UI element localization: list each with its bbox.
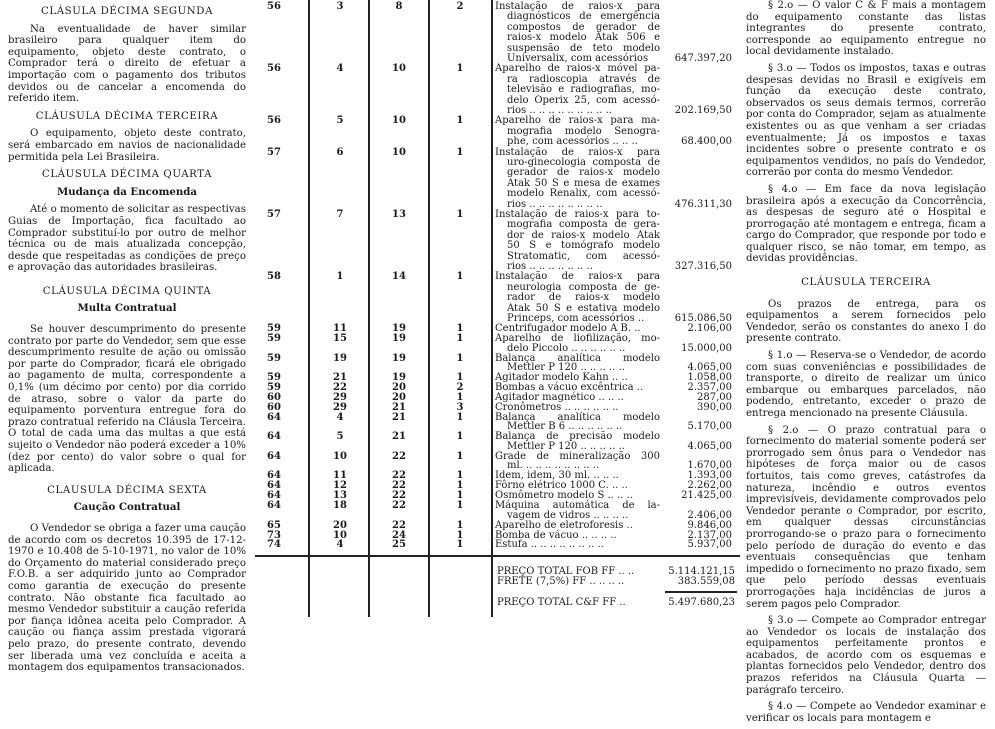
equipment-price-table: [255, 0, 740, 633]
description-line: suspensão de teto modelo: [507, 42, 660, 54]
description-line: Aparelho de raios-x móvel pa-: [495, 63, 660, 75]
item-number: 29: [333, 392, 347, 404]
description-line: Osmômetro modelo S .. .. ..: [495, 490, 633, 502]
description-line: Idem, idem, 30 ml. .. .. ..: [495, 470, 619, 482]
description-line: Fôrno elétrico 1000 C. .. ..: [495, 480, 628, 492]
quantity: 1: [456, 480, 464, 492]
page-number: 73: [267, 529, 281, 541]
item-description: [495, 413, 660, 432]
description-line: Agitador modelo Kahn .. ..: [495, 372, 628, 384]
description-line: Balança analítica modelo: [495, 352, 660, 364]
page-number: 60: [267, 402, 281, 413]
clause-16-heading: CLAUSULA DÉCIMA SEXTA: [47, 484, 207, 496]
description-line: televisão e radiografias, mo-: [507, 84, 660, 96]
item-description: [495, 334, 660, 353]
fob-total-label: PREÇO TOTAL FOB FF .. ..: [497, 566, 635, 577]
quantity: 1: [456, 529, 464, 541]
description-line: Aparelho de liofilização, mo-: [495, 333, 660, 345]
item-description: [495, 272, 660, 324]
item-price: 4.065,00: [687, 440, 732, 452]
description-line: uro-ginecologia composta de: [507, 157, 660, 168]
quantity: 1: [456, 323, 464, 335]
item-price: 68.400,00: [681, 136, 732, 148]
freight-value: 383.559,08: [677, 576, 735, 587]
clause-3-heading: CLÁUSULA TERCEIRA: [801, 277, 931, 289]
list-number: 10: [392, 63, 406, 75]
item-description: [495, 210, 660, 272]
description-line: raios-x modelo Atak 506 e: [507, 32, 660, 44]
description-line: rios .. .. .. .. .. .. .. ..: [507, 198, 603, 210]
clause-16-subtitle: Caução Contratual: [73, 501, 181, 514]
clause-3-text: Os prazos de entrega, para os equipamentos a serem fornecidos pelo Vendedor, serão os constantes do anexo I do presente contrato.: [746, 298, 986, 345]
list-number: 19: [392, 352, 406, 364]
clause-12-heading: CLÁSULA DÉCIMA SEGUNDA: [40, 6, 214, 17]
quantity: 1: [456, 352, 464, 364]
item-number: 7: [336, 209, 344, 220]
cf-total-label: PREÇO TOTAL C&F FF ..: [497, 597, 626, 608]
page-number: 74: [267, 539, 281, 551]
quantity: 2: [456, 1, 464, 12]
description-line: rador de raios-x modelo: [507, 292, 660, 304]
description-line: delo Operix 25, com acessó-: [507, 94, 660, 106]
clause-15-heading: CLÁUSULA DÉCIMA QUINTA: [42, 285, 212, 297]
item-number: 29: [333, 402, 347, 413]
page-number: 59: [267, 372, 281, 384]
quantity: 1: [456, 372, 464, 384]
quantity: 1: [456, 333, 464, 345]
page-number: 64: [267, 411, 281, 423]
description-line: Bombas a vácuo excêntrica ..: [495, 382, 644, 394]
quantity: 1: [456, 392, 464, 404]
page-number: 64: [267, 500, 281, 512]
right-column: [746, 0, 986, 729]
item-price: 5.170,00: [687, 421, 732, 433]
description-line: diagnósticos de emergência: [507, 11, 660, 23]
item-number: 4: [336, 63, 344, 75]
description-line: Cronômetros .. .. .. .. .. ..: [495, 402, 619, 413]
item-number: 18: [333, 500, 347, 512]
page-number: 56: [267, 115, 281, 127]
item-number: 21: [333, 372, 347, 384]
clause-12-text: Na eventualidade de haver similar brasileiro para qualquer item do equipamento, objeto deste contrato, o Comprador terá o direito de efetuar a importação com o pagamento dos tributos devidos ou de cancelar a encomenda do referido item.: [8, 23, 246, 105]
description-line: Estufa .. .. .. .. .. .. .. ..: [495, 539, 604, 551]
description-line: Universalix, com acessórios: [507, 53, 649, 65]
item-price: 476.311,30: [674, 198, 732, 210]
description-line: Bomba de vácuo .. .. .. ..: [495, 529, 617, 541]
item-number: 1: [336, 271, 344, 283]
list-number: 22: [392, 500, 406, 512]
page-number: 57: [267, 146, 281, 158]
description-line: Mettler P 120 .. .. .. .. ..: [507, 440, 625, 452]
column-divider: [491, 0, 493, 617]
clause-3-paragraph-1: § 1.o — Reserva-se o Vendedor, de acordo com suas conveniências e possibilidades de transporte, o direito de realizar um único embarque ou embarques parcelados, não podendo, entretanto, exceder o prazo de entrega mencionado na presente Cláusula.: [746, 350, 986, 419]
list-number: 19: [392, 333, 406, 345]
list-number: 21: [392, 431, 406, 443]
cf-total-value: 5.497.680,23: [668, 597, 735, 608]
description-line: Agitador magnético .. .. ..: [495, 392, 624, 404]
page-number: 65: [267, 519, 281, 531]
column-divider: [428, 0, 430, 617]
item-number: 10: [333, 529, 347, 541]
description-line: dor de raios-x modelo Atak: [507, 229, 660, 241]
list-number: 8: [395, 1, 403, 12]
left-column: [8, 0, 246, 679]
page-number: 64: [267, 480, 281, 492]
item-number: 11: [333, 323, 347, 335]
page-number: 64: [267, 470, 281, 482]
quantity: 1: [456, 209, 464, 220]
description-line: Instalação de raios-x para: [495, 146, 660, 158]
item-number: 20: [333, 519, 347, 531]
description-line: mografia composta de gera-: [507, 219, 660, 231]
list-number: 19: [392, 323, 406, 335]
description-line: mografia modelo Senogra-: [507, 125, 660, 137]
item-number: 15: [333, 333, 347, 345]
quantity: 1: [456, 63, 464, 75]
item-description: [495, 64, 660, 116]
quantity: 2: [456, 382, 464, 394]
item-description: [495, 452, 660, 471]
item-number: 22: [333, 382, 347, 394]
item-number: 13: [333, 490, 347, 502]
quantity: 1: [456, 146, 464, 158]
clause-14-text: Até o momento de solicitar as respectivas Guias de Importação, fica facultado ao Comprador substituí-lo por outro de melhor técnica ou de mais atualizada concepção, desde que respeitadas as condições de preço e aprovação das autoridades brasileiras.: [8, 204, 246, 274]
description-line: Atak 50 S e mesa de exames: [507, 177, 660, 189]
description-line: neurologia composta de ge-: [507, 281, 660, 293]
item-number: 11: [333, 470, 347, 482]
quantity: 1: [456, 271, 464, 283]
page-number: 59: [267, 323, 281, 335]
table-divider: [255, 555, 740, 557]
description-line: Balança analítica modelo: [495, 411, 660, 423]
page-number: 59: [267, 333, 281, 345]
clause-14-subtitle: Mudança da Encomenda: [57, 185, 197, 198]
item-price: 2.406,00: [687, 509, 732, 521]
item-price: 2.137,00: [687, 529, 732, 541]
item-price: 2.106,00: [687, 323, 732, 335]
description-line: Máquina automática de la-: [495, 500, 660, 512]
description-line: vagem de vidros .. .. .. ..: [507, 509, 629, 521]
description-line: phe, com acessórios .. .. ..: [507, 136, 638, 148]
quantity: 1: [456, 500, 464, 512]
list-number: 20: [392, 392, 406, 404]
clause-13-text: O equipamento, objeto deste contrato, será embarcado em navios de nacionalidade permitida pela Lei Brasileira.: [8, 128, 246, 163]
paragraph-2: § 2.o — O valor C & F mais a montagem do equipamento constante das listas integrantes do presente contrato, corresponde ao equipamento entregue no local devidamente instalado.: [746, 0, 986, 58]
page-number: 64: [267, 490, 281, 502]
clause-13-heading: CLÁUSULA DÉCIMA TERCEIRA: [35, 110, 219, 122]
item-description: [495, 354, 660, 373]
quantity: 1: [456, 470, 464, 482]
description-line: Mettler B 6 .. .. .. .. .. ..: [507, 421, 623, 433]
page-number: 60: [267, 392, 281, 404]
item-price: 5.937,00: [687, 539, 732, 551]
quantity: 1: [456, 431, 464, 443]
item-price: 1.058,00: [687, 372, 732, 384]
description-line: delo Piccolo .. .. .. .. .. ..: [507, 342, 626, 354]
list-number: 10: [392, 115, 406, 127]
item-description: [495, 432, 660, 451]
list-number: 21: [392, 402, 406, 413]
page-number: 58: [267, 271, 281, 283]
page-number: 56: [267, 1, 281, 12]
item-price: 15.000,00: [681, 342, 732, 354]
item-price: 202.169,50: [674, 104, 732, 116]
description-line: Instalação de raios-x para to-: [495, 209, 660, 220]
item-number: 12: [333, 480, 347, 492]
item-price: 1.670,00: [687, 460, 732, 472]
item-number: 19: [333, 352, 347, 364]
clause-3-paragraph-4: § 4.o — Compete ao Vendedor examinar e verificar os locais para montagem e: [746, 701, 986, 724]
list-number: 22: [392, 470, 406, 482]
paragraph-3: § 3.o — Todos os impostos, taxas e outras despesas devidas no Brasil e exigíveis em função da execução deste contrato, observados os seus demais termos, correrão por conta do Comprador, sejam as atualmente existentes ou as que venham a ser criadas eventualmente; Já os impostos e taxas incidentes sobre o presente contrato e os equipamentos vendidos, no país do Vendedor, correrão por conta do mesmo Vendedor.: [746, 62, 986, 179]
item-number: 10: [333, 450, 347, 462]
clause-3-paragraph-2: § 2.o — O prazo contratual para o fornecimento do material somente poderá ser prorrogado sem ônus para o Vendedor nas hipóteses de força maior ou de casos fortuitos, tais como greves, catástrofes da natureza, incêndio e outros eventos imprevisíveis, devidamente comprovados pelo Vendedor perante o Comprador, por escrito, em qualquer dessas circunstâncias prorrogando-se o prazo para o fornecimento pelo período de duração do evento e das eventuais consequências que tenham impedido o fornecimento no prazo fixado, sem que pelo período dessas eventuais prorrogações haja incidências de juros a serem pagos pelo Comprador.: [746, 424, 986, 610]
freight-label: FRETE (7,5%) FF .. .. .. ..: [497, 576, 625, 587]
quantity: 1: [456, 115, 464, 127]
column-divider: [308, 0, 310, 617]
quantity: 1: [456, 411, 464, 423]
item-price: 2.357,00: [687, 382, 732, 394]
item-price: 9.846,00: [687, 519, 732, 531]
item-description: [495, 501, 660, 520]
description-line: Mettler P 120 .. .. .. .. ..: [507, 362, 625, 374]
item-price: 4.065,00: [687, 362, 732, 374]
page-number: 64: [267, 431, 281, 443]
description-line: Princeps, com acessórios ..: [507, 313, 645, 325]
quantity: 1: [456, 539, 464, 551]
clause-14-heading: CLÁUSULA DÉCIMA QUARTA: [41, 169, 213, 181]
description-line: compostos de gerador de: [507, 21, 660, 33]
page-number: 59: [267, 352, 281, 364]
quantity: 1: [456, 490, 464, 502]
description-line: Centrifugador modelo A B. ..: [495, 323, 641, 335]
page-number: 56: [267, 63, 281, 75]
description-line: modelo Renalix, com acessó-: [507, 188, 660, 200]
description-line: Aparelho de eletroforesis ..: [495, 519, 633, 531]
item-price: 21.425,00: [681, 490, 732, 502]
description-line: Aparelho de raios-x para ma-: [495, 115, 660, 127]
item-price: 287,00: [697, 392, 732, 404]
list-number: 22: [392, 450, 406, 462]
list-number: 24: [392, 529, 406, 541]
description-line: 50 S e tomógrafo modelo: [507, 240, 660, 252]
item-number: 6: [336, 146, 344, 158]
item-price: 390,00: [697, 402, 732, 413]
list-number: 14: [392, 271, 406, 283]
list-number: 22: [392, 480, 406, 492]
list-number: 19: [392, 372, 406, 384]
item-number: 5: [336, 115, 344, 127]
list-number: 13: [392, 209, 406, 220]
description-line: Atak 50 S e estativa modelo: [507, 302, 660, 314]
list-number: 22: [392, 490, 406, 502]
clause-16-text: O Vendedor se obriga a fazer uma caução de acordo com os decretos 10.395 de 17-12-1970 e 10.408 de 5-10-1971, no valor de 10% do Orçamento do material considerado preço F.O.B. a ser adquirido junto ao Comprador como garantia de execução do presente contrato. Não obstante fica facultado ao mesmo Vendedor substituir a caução referida por fiança idônea aceita pelo Comprador. A caução ou fiança assim prestada vigorará pelo prazo, do presente contrato, devendo ser liberada uma vez concluída e aceita a montagem dos equipamentos transacionados.: [8, 522, 246, 674]
item-price: 2.262,00: [687, 480, 732, 492]
list-number: 22: [392, 519, 406, 531]
item-number: 4: [336, 411, 344, 423]
description-line: Balança de precisão modelo: [495, 431, 660, 443]
description-line: rios .. .. .. .. .. .. .. .. ..: [507, 105, 612, 117]
page-number: 64: [267, 450, 281, 462]
description-line: gerador de raios-x modelo: [507, 167, 660, 179]
quantity: 3: [456, 402, 464, 413]
list-number: 10: [392, 146, 406, 158]
item-description: [495, 540, 660, 550]
clause-15-subtitle: Multa Contratual: [77, 302, 177, 315]
item-number: 5: [336, 431, 344, 443]
item-description: [495, 521, 660, 531]
list-number: 21: [392, 411, 406, 423]
quantity: 1: [456, 519, 464, 531]
clause-3-paragraph-3: § 3.o — Compete ao Comprador entregar ao Vendedor os locais de instalação dos equipamentos perfeitamente prontos e acabados, de acordo com os esquemas e plantas fornecidos pelo Vendedor, dentro dos prazos referidos na Cláusula Quarta — parágrafo terceiro.: [746, 615, 986, 696]
item-number: 3: [336, 1, 344, 12]
fob-total-value: 5.114.121,15: [668, 566, 735, 577]
list-number: 20: [392, 382, 406, 394]
item-price: 1.393,00: [687, 470, 732, 482]
paragraph-4: § 4.o — Em face da nova legislação brasileira após a execução da Concorrência, as despesas de seguro até o Hospital e prorrogação até montagem e entrega, ficam a cargo do Comprador, que responde por todo e qualquer risco, se não tomar, em tempo, as devidas providências.: [746, 183, 986, 265]
description-line: ra radioscopia através de: [507, 73, 660, 85]
column-divider: [368, 0, 370, 617]
sum-rule: [665, 591, 737, 593]
page-number: 59: [267, 382, 281, 394]
item-price: 615.086,50: [674, 312, 732, 324]
clause-15-text: Se houver descumprimento do presente contrato por parte do Vendedor, sem que esse descumprimento resulte de ação ou omissão por parte do Comprador, ficará ele obrigado ao pagamento de multa, correspondente a 0,1% (um décimo por cento) por dia corrido de atraso, sobre o valor da parte do equipamento porventura entregue fora do prazo contratual referido na Cláusla Terceira. O total de cada uma das multas a que está sujeito o Vendedor não poderá exceder a 10% (dez por cento) do valor sobre o qual for aplicada.: [8, 324, 246, 475]
item-description: [495, 2, 660, 64]
item-number: 4: [336, 539, 344, 551]
description-line: Instalação de raios-x para: [495, 1, 660, 12]
item-description: [495, 116, 660, 147]
description-line: Grade de mineralização 300: [495, 450, 660, 462]
description-line: rios .. .. .. .. .. .. ..: [507, 261, 593, 273]
page-number: 57: [267, 209, 281, 220]
list-number: 25: [392, 539, 406, 551]
item-description: [495, 148, 660, 210]
description-line: Stratomatic, com acessó-: [507, 250, 660, 262]
quantity: 1: [456, 450, 464, 462]
item-price: 327.316,50: [674, 261, 732, 272]
description-line: ml. .. .. .. .. .. .. .. ..: [507, 460, 600, 472]
description-line: Instalação de raios-x para: [495, 271, 660, 283]
item-price: 647.397,20: [674, 53, 732, 64]
